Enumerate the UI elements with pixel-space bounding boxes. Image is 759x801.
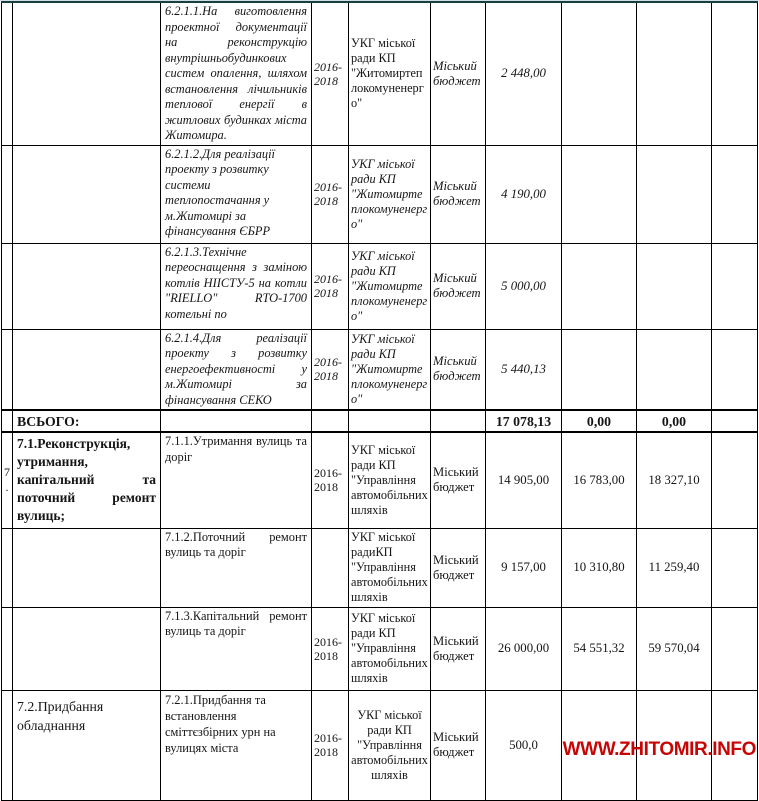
cell-amount-2016: 5 000,00	[486, 243, 562, 329]
total-amount-2017: 0,00	[562, 410, 637, 432]
cell-submeasure: 6.2.1.4.Для реалізації проекту з розвитку енергоефективності у м.Житомирі за фінансування СЕКО	[161, 329, 312, 410]
cell-row-number: 7.	[2, 432, 13, 528]
cell-funding-source: Міський бюджет	[431, 243, 486, 329]
program-measures-table	[1, 1, 758, 801]
total-row	[2, 410, 758, 432]
table-row	[2, 329, 758, 410]
cell-executor: УКГ міської ради КП "Управління автомобільних шляхів	[349, 432, 431, 528]
cell-measure	[13, 607, 161, 690]
cell-amount-2017	[562, 243, 637, 329]
cell-amount-2017: 54 551,32	[562, 607, 637, 690]
cell-row-number	[2, 528, 13, 607]
cell-executor: УКГ міської ради КП "Житомиртеплокомуненерго"	[349, 145, 431, 243]
cell-empty	[712, 2, 758, 145]
cell-empty	[349, 410, 431, 432]
cell-measure	[13, 2, 161, 145]
cell-amount-2018: 59 570,04	[637, 607, 712, 690]
cell-years	[312, 528, 349, 607]
cell-years: 2016-2018	[312, 2, 349, 145]
cell-amount-2018	[637, 243, 712, 329]
cell-empty	[712, 243, 758, 329]
cell-measure	[13, 145, 161, 243]
cell-amount-2017: 16 783,00	[562, 432, 637, 528]
table-row	[2, 607, 758, 690]
cell-years: 2016-2018	[312, 690, 349, 800]
cell-amount-2018	[637, 145, 712, 243]
cell-amount-2016: 5 440,13	[486, 329, 562, 410]
table-row	[2, 432, 758, 528]
cell-amount-2017	[562, 145, 637, 243]
cell-measure: 7.2.Придбання обладнання	[13, 690, 161, 800]
cell-funding-source: Міський бюджет	[431, 607, 486, 690]
cell-amount-2016: 2 448,00	[486, 2, 562, 145]
cell-empty	[712, 329, 758, 410]
cell-funding-source: Міський бюджет	[431, 145, 486, 243]
cell-measure: 7.1.Реконструкція, утримання, капітальний та поточний ремонт вулиць;	[13, 432, 161, 528]
cell-row-number	[2, 2, 13, 145]
total-amount-2018: 0,00	[637, 410, 712, 432]
total-label: ВСЬОГО:	[13, 410, 161, 432]
total-amount-2016: 17 078,13	[486, 410, 562, 432]
cell-executor: УКГ міської радиКП "Управління автомобільних шляхів	[349, 528, 431, 607]
cell-submeasure: 7.1.1.Утримання вулиць та доріг	[161, 432, 312, 528]
cell-row-number	[2, 145, 13, 243]
cell-row-number	[2, 690, 13, 800]
cell-empty	[161, 410, 312, 432]
table-row	[2, 243, 758, 329]
cell-empty	[712, 528, 758, 607]
cell-submeasure: 7.1.2.Поточний ремонт вулиць та доріг	[161, 528, 312, 607]
cell-submeasure: 6.2.1.1.На виготовлення проектної документації на реконструкцію внутрішньобудинкових систем опалення, шляхом встановлення лічильників теплової енергії в житлових будинках міста Житомира.	[161, 2, 312, 145]
cell-amount-2016: 500,0	[486, 690, 562, 800]
cell-amount-2017: 10 310,80	[562, 528, 637, 607]
cell-years: 2016-2018	[312, 243, 349, 329]
cell-empty	[712, 145, 758, 243]
cell-measure	[13, 329, 161, 410]
cell-empty	[312, 410, 349, 432]
cell-executor: УКГ міської ради КП "Управління автомобільних шляхів	[349, 607, 431, 690]
cell-executor: УКГ міської ради КП "Житомиртеплокомуненерго"	[349, 2, 431, 145]
cell-amount-2016: 14 905,00	[486, 432, 562, 528]
cell-years: 2016-2018	[312, 607, 349, 690]
cell-funding-source: Міський бюджет	[431, 528, 486, 607]
cell-executor: УКГ міської ради КП "Житомиртеплокомуненерго"	[349, 243, 431, 329]
cell-amount-2017	[562, 2, 637, 145]
cell-years: 2016-2018	[312, 329, 349, 410]
cell-measure	[13, 243, 161, 329]
cell-submeasure: 7.2.1.Придбання та встановлення сміттєзбірних урн на вулицях міста	[161, 690, 312, 800]
table-row	[2, 2, 758, 145]
cell-empty	[712, 432, 758, 528]
cell-funding-source: Міський бюджет	[431, 2, 486, 145]
cell-row-number	[2, 243, 13, 329]
cell-years: 2016-2018	[312, 145, 349, 243]
cell-amount-2018	[637, 2, 712, 145]
cell-amount-2018: 11 259,40	[637, 528, 712, 607]
cell-funding-source: Міський бюджет	[431, 690, 486, 800]
cell-executor: УКГ міської ради КП "Управління автомобільних шляхів	[349, 690, 431, 800]
cell-amount-2016: 26 000,00	[486, 607, 562, 690]
zhitomir-info-watermark: WWW.ZHITOMIR.INFO	[562, 739, 756, 760]
cell-empty	[712, 607, 758, 690]
cell-submeasure: 6.2.1.3.Технічне переоснащення з заміною котлів НІІСТУ-5 на котли "RIELLO" RTO-1700 котельні по	[161, 243, 312, 329]
cell-row-number	[2, 329, 13, 410]
cell-empty	[712, 410, 758, 432]
cell-empty	[2, 410, 13, 432]
cell-submeasure: 6.2.1.2.Для реалізації проекту з розвитку системи теплопостачання у м.Житомирі за фінансування ЄБРР	[161, 145, 312, 243]
cell-measure	[13, 528, 161, 607]
cell-submeasure: 7.1.3.Капітальний ремонт вулиць та доріг	[161, 607, 312, 690]
cell-funding-source: Міський бюджет	[431, 329, 486, 410]
cell-executor: УКГ міської ради КП "Житомиртеплокомуненерго"	[349, 329, 431, 410]
table-row	[2, 145, 758, 243]
cell-amount-2017	[562, 329, 637, 410]
table-row	[2, 528, 758, 607]
cell-funding-source: Міський бюджет	[431, 432, 486, 528]
cell-amount-2018: 18 327,10	[637, 432, 712, 528]
cell-amount-2018	[637, 329, 712, 410]
cell-row-number	[2, 607, 13, 690]
cell-empty	[431, 410, 486, 432]
cell-amount-2016: 9 157,00	[486, 528, 562, 607]
cell-amount-2016: 4 190,00	[486, 145, 562, 243]
cell-years: 2016-2018	[312, 432, 349, 528]
